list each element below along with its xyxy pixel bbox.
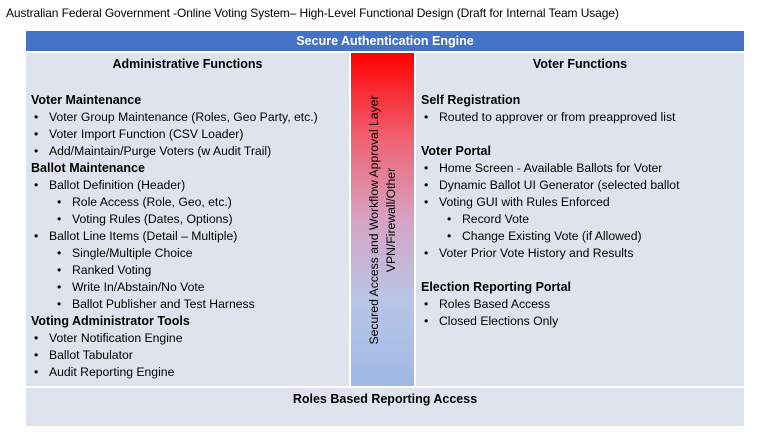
security-layer-line1: Secured Access and Workflow Approval Layer (366, 94, 381, 345)
administrative-functions-heading: Administrative Functions (112, 57, 263, 71)
security-layer-line2: VPN/Firewall/Other (383, 167, 398, 272)
list-item: • Add/Maintain/Purge Voters (w Audit Trail) (31, 143, 345, 160)
list-item: • Routed to approver or from preapproved list (421, 109, 740, 126)
ballot-maintenance-list (31, 177, 345, 313)
admin-tools-title: Voting Administrator Tools (31, 314, 190, 328)
list-item: • Closed Elections Only (421, 313, 740, 330)
voter-portal-list (421, 160, 740, 262)
list-sub-item: • Ranked Voting (31, 262, 345, 279)
authentication-engine-label: Secure Authentication Engine (296, 34, 474, 48)
authentication-engine-bar (26, 31, 744, 51)
reporting-access-bar (26, 388, 744, 426)
security-layer-label (366, 60, 400, 380)
voter-maintenance-title: Voter Maintenance (31, 93, 142, 107)
page-title: Australian Federal Government -Online Voting System– High-Level Functional Design (Draft for Internal Team Usage) (6, 6, 619, 20)
list-item: • Voting GUI with Rules Enforced (421, 194, 740, 211)
list-item: • Home Screen - Available Ballots for Voter (421, 160, 740, 177)
list-sub-item: • Write In/Abstain/No Vote (31, 279, 345, 296)
list-sub-item: • Voting Rules (Dates, Options) (31, 211, 345, 228)
voter-portal-title: Voter Portal (421, 144, 491, 158)
list-item: • Roles Based Access (421, 296, 740, 313)
list-sub-item: • Single/Multiple Choice (31, 245, 345, 262)
list-item: • Ballot Line Items (Detail – Multiple) (31, 228, 345, 245)
list-sub-item: • Ballot Publisher and Test Harness (31, 296, 345, 313)
list-item: • Voter Notification Engine (31, 330, 345, 347)
list-item: • Audit Reporting Engine (31, 364, 345, 381)
administrative-functions-panel (26, 53, 349, 386)
list-sub-item: • Change Existing Vote (if Allowed) (421, 228, 740, 245)
list-item: • Voter Prior Vote History and Results (421, 245, 740, 262)
list-sub-item: • Role Access (Role, Geo, etc.) (31, 194, 345, 211)
list-item: • Dynamic Ballot UI Generator (selected ballot (421, 177, 740, 194)
security-layer-bar (351, 53, 414, 386)
voter-functions-panel (416, 53, 744, 386)
list-item: • Voter Group Maintenance (Roles, Geo Party, etc.) (31, 109, 345, 126)
list-item: • Ballot Tabulator (31, 347, 345, 364)
voter-maintenance-list (31, 109, 345, 160)
ballot-maintenance-title: Ballot Maintenance (31, 161, 145, 175)
list-sub-item: • Record Vote (421, 211, 740, 228)
self-registration-title: Self Registration (421, 93, 521, 107)
list-item: • Voter Import Function (CSV Loader) (31, 126, 345, 143)
admin-tools-list (31, 330, 345, 381)
list-item: • Ballot Definition (Header) (31, 177, 345, 194)
election-reporting-title: Election Reporting Portal (421, 280, 572, 294)
self-registration-list (421, 109, 740, 126)
reporting-access-label: Roles Based Reporting Access (292, 392, 478, 406)
election-reporting-list (421, 296, 740, 330)
voter-functions-heading: Voter Functions (532, 57, 628, 71)
